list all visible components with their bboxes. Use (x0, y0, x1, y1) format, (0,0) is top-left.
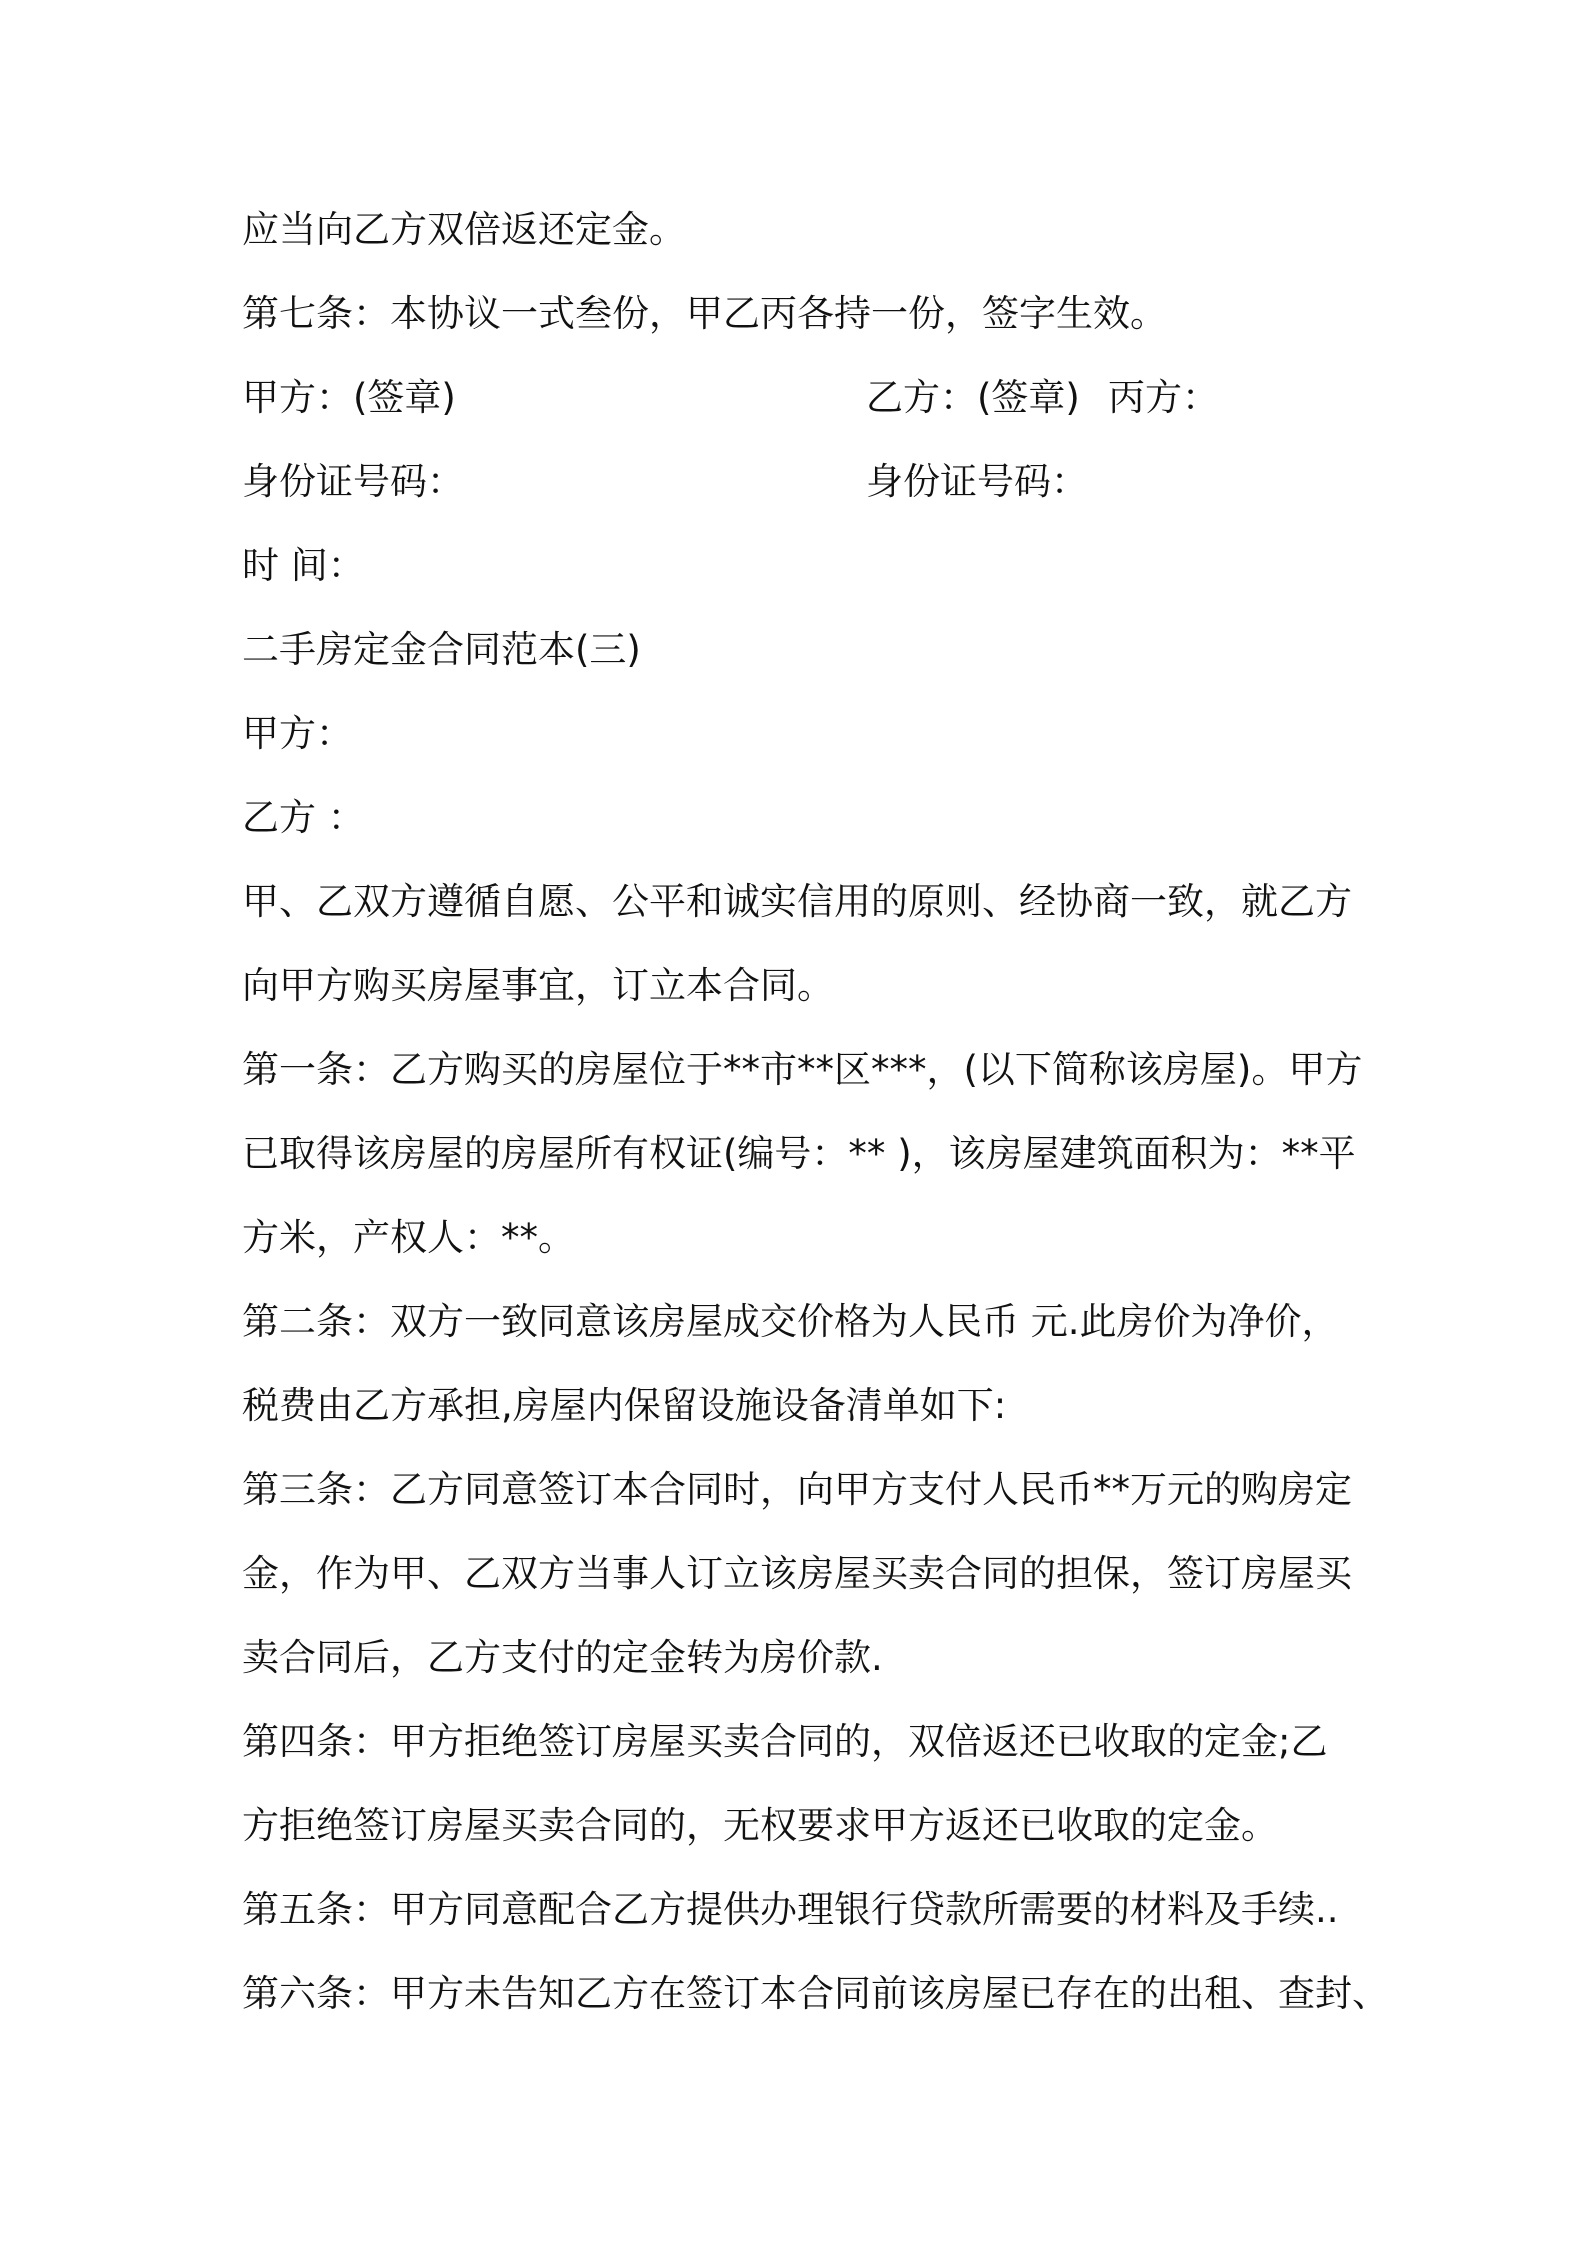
party-c-signature: 丙方： (1108, 376, 1219, 419)
clause-2-line-2: 税费由乙方承担,房屋内保留设施设备清单如下: (242, 1384, 1007, 1427)
clause-1-line-1: 第一条：乙方购买的房屋位于**市**区***，(以下简称该房屋)。甲方 (242, 1048, 1363, 1091)
clause-1-line-2: 已取得该房屋的房屋所有权证(编号：** )，该房屋建筑面积为：**平 (242, 1132, 1356, 1175)
clause-6-line-1: 第六条：甲方未告知乙方在签订本合同前该房屋已存在的出租、查封、 (242, 1972, 1389, 2015)
preamble-line-2: 向甲方购买房屋事宜，订立本合同。 (242, 964, 834, 1007)
text-line-1: 应当向乙方双倍返还定金。 (242, 208, 686, 251)
party-a-id-number: 身份证号码： (242, 460, 464, 503)
section-title: 二手房定金合同范本(三) (242, 628, 641, 671)
clause-3-line-3: 卖合同后，乙方支付的定金转为房价款. (242, 1636, 883, 1679)
clause-1-line-3: 方米，产权人：**。 (242, 1216, 575, 1259)
party-b-id-number: 身份证号码： (866, 460, 1088, 503)
clause-2-line-1: 第二条：双方一致同意该房屋成交价格为人民币 元.此房价为净价， (242, 1300, 1339, 1343)
party-b-signature: 乙方：(签章) (866, 376, 1080, 419)
clause-3-line-1: 第三条：乙方同意签订本合同时，向甲方支付人民币**万元的购房定 (242, 1468, 1352, 1511)
clause-5: 第五条：甲方同意配合乙方提供办理银行贷款所需要的材料及手续.. (242, 1888, 1339, 1931)
party-b-label: 乙方 ： (242, 796, 365, 839)
clause-4-line-1: 第四条：甲方拒绝签订房屋买卖合同的，双倍返还已收取的定金;乙 (242, 1720, 1328, 1763)
preamble-line-1: 甲、乙双方遵循自愿、公平和诚实信用的原则、经协商一致，就乙方 (242, 880, 1352, 923)
party-a-signature: 甲方：(签章) (242, 376, 456, 419)
date-label: 时 间： (242, 544, 365, 587)
party-a-label: 甲方： (242, 712, 353, 755)
clause-7: 第七条：本协议一式叁份，甲乙丙各持一份，签字生效。 (242, 292, 1167, 335)
clause-3-line-2: 金，作为甲、乙双方当事人订立该房屋买卖合同的担保，签订房屋买 (242, 1552, 1352, 1595)
clause-4-line-2: 方拒绝签订房屋买卖合同的，无权要求甲方返还已收取的定金。 (242, 1804, 1278, 1847)
